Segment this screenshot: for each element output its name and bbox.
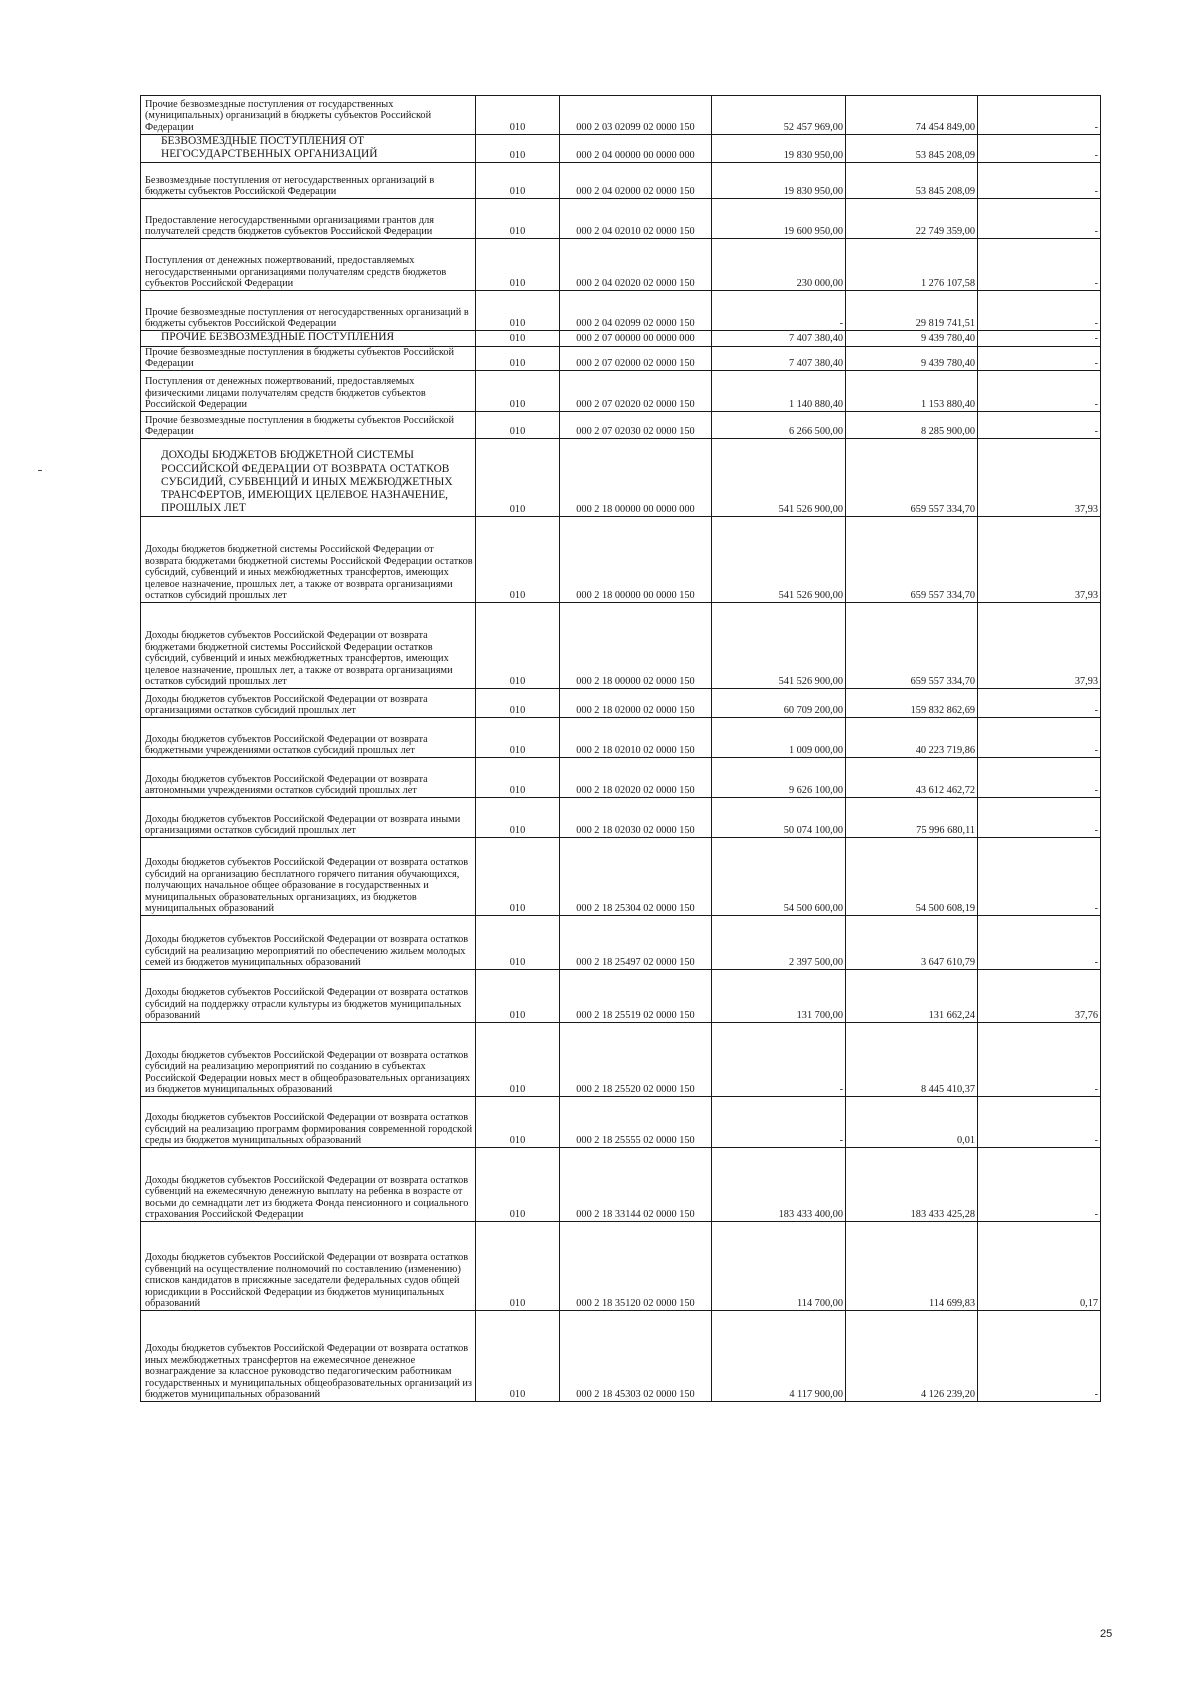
row-percent: - — [978, 346, 1101, 371]
row-name: Поступления от денежных пожертвований, предоставляемых негосударственными организациями получателям средств бюджетов субъектов Российской Федерации — [141, 239, 476, 291]
table-row — [141, 199, 1101, 239]
row-approved-amount: 7 407 380,40 — [712, 346, 846, 371]
row-line-code: 010 — [476, 798, 560, 838]
table-row — [141, 970, 1101, 1023]
row-line-code: 010 — [476, 439, 560, 517]
row-executed-amount: 75 996 680,11 — [846, 798, 978, 838]
row-revenue-code: 000 2 18 02010 02 0000 150 — [560, 718, 712, 758]
table-row — [141, 371, 1101, 412]
row-name: Доходы бюджетов субъектов Российской Федерации от возврата остатков субвенций на осуществление полномочий по составлению (изменению) списков кандидатов в присяжные заседатели федеральных судов общей юрисдикции в Российской Федерации из бюджетов муниципальных образований — [141, 1222, 476, 1311]
row-approved-amount: - — [712, 1023, 846, 1097]
row-percent: - — [978, 331, 1101, 346]
row-approved-amount: - — [712, 291, 846, 331]
row-approved-amount: 19 830 950,00 — [712, 135, 846, 163]
row-revenue-code: 000 2 07 02020 02 0000 150 — [560, 371, 712, 412]
table-row — [141, 1222, 1101, 1311]
table-row — [141, 291, 1101, 331]
table-row — [141, 412, 1101, 439]
row-percent: - — [978, 1148, 1101, 1222]
row-approved-amount: 541 526 900,00 — [712, 603, 846, 689]
row-approved-amount: 114 700,00 — [712, 1222, 846, 1311]
row-executed-amount: 54 500 608,19 — [846, 838, 978, 916]
row-executed-amount: 53 845 208,09 — [846, 163, 978, 199]
table-body — [141, 96, 1101, 1402]
row-name: Доходы бюджетов субъектов Российской Федерации от возврата остатков субсидий на реализацию мероприятий по созданию в субъектах Российской Федерации новых мест в общеобразовательных организациях из бюджетов муниципальных образований — [141, 1023, 476, 1097]
row-percent: - — [978, 798, 1101, 838]
row-line-code: 010 — [476, 371, 560, 412]
row-executed-amount: 114 699,83 — [846, 1222, 978, 1311]
row-percent: - — [978, 1311, 1101, 1402]
row-name: Поступления от денежных пожертвований, предоставляемых физическими лицами получателям средств бюджетов субъектов Российской Федерации — [141, 371, 476, 412]
row-line-code: 010 — [476, 163, 560, 199]
row-percent: - — [978, 96, 1101, 135]
row-executed-amount: 3 647 610,79 — [846, 916, 978, 970]
row-line-code: 010 — [476, 838, 560, 916]
row-approved-amount: 183 433 400,00 — [712, 1148, 846, 1222]
row-line-code: 010 — [476, 689, 560, 718]
row-revenue-code: 000 2 04 02000 02 0000 150 — [560, 163, 712, 199]
row-approved-amount: 50 074 100,00 — [712, 798, 846, 838]
row-percent: - — [978, 689, 1101, 718]
table-row — [141, 517, 1101, 603]
table-row — [141, 346, 1101, 371]
table-row — [141, 135, 1101, 163]
row-line-code: 010 — [476, 239, 560, 291]
row-line-code: 010 — [476, 331, 560, 346]
row-name: Прочие безвозмездные поступления в бюджеты субъектов Российской Федерации — [141, 412, 476, 439]
row-name: Прочие безвозмездные поступления от негосударственных организаций в бюджеты субъектов Российской Федерации — [141, 291, 476, 331]
row-revenue-code: 000 2 18 02030 02 0000 150 — [560, 798, 712, 838]
row-approved-amount: 1 140 880,40 — [712, 371, 846, 412]
table-row — [141, 239, 1101, 291]
row-approved-amount: 54 500 600,00 — [712, 838, 846, 916]
row-line-code: 010 — [476, 1311, 560, 1402]
budget-revenue-table — [140, 95, 1101, 1402]
row-revenue-code: 000 2 18 35120 02 0000 150 — [560, 1222, 712, 1311]
row-approved-amount: 541 526 900,00 — [712, 439, 846, 517]
row-name: Предоставление негосударственными организациями грантов для получателей средств бюджетов субъектов Российской Федерации — [141, 199, 476, 239]
row-executed-amount: 0,01 — [846, 1097, 978, 1148]
row-percent: - — [978, 291, 1101, 331]
row-line-code: 010 — [476, 517, 560, 603]
row-approved-amount: 131 700,00 — [712, 970, 846, 1023]
table-row — [141, 718, 1101, 758]
row-percent: 37,93 — [978, 603, 1101, 689]
row-revenue-code: 000 2 18 25520 02 0000 150 — [560, 1023, 712, 1097]
row-executed-amount: 1 276 107,58 — [846, 239, 978, 291]
row-approved-amount: 19 600 950,00 — [712, 199, 846, 239]
row-percent: - — [978, 199, 1101, 239]
table-row — [141, 689, 1101, 718]
row-revenue-code: 000 2 18 02020 02 0000 150 — [560, 758, 712, 798]
row-approved-amount: 541 526 900,00 — [712, 517, 846, 603]
row-executed-amount: 8 285 900,00 — [846, 412, 978, 439]
row-revenue-code: 000 2 04 02010 02 0000 150 — [560, 199, 712, 239]
row-percent: - — [978, 135, 1101, 163]
row-name: Доходы бюджетов субъектов Российской Федерации от возврата остатков субсидий на реализацию программ формирования современной городской среды из бюджетов муниципальных образований — [141, 1097, 476, 1148]
row-percent: - — [978, 916, 1101, 970]
row-name: Доходы бюджетов субъектов Российской Федерации от возврата остатков субсидий на поддержку отрасли культуры из бюджетов муниципальных образований — [141, 970, 476, 1023]
table-row — [141, 163, 1101, 199]
row-name: ПРОЧИЕ БЕЗВОЗМЕЗДНЫЕ ПОСТУПЛЕНИЯ — [141, 331, 476, 346]
row-line-code: 010 — [476, 1148, 560, 1222]
row-name: Доходы бюджетов субъектов Российской Федерации от возврата бюджетами бюджетной системы Российской Федерации остатков субсидий, субвенций и иных межбюджетных трансфертов, имеющих целевое назначение, прошлых лет, а также от возврата организациями остатков субсидий прошлых лет — [141, 603, 476, 689]
scan-artifact — [38, 470, 42, 471]
row-name: Доходы бюджетов субъектов Российской Федерации от возврата остатков субвенций на ежемесячную денежную выплату на ребенка в возрасте от восьми до семнадцати лет из бюджета Фонда пенсионного и социального страхования Российской Федерации — [141, 1148, 476, 1222]
row-executed-amount: 22 749 359,00 — [846, 199, 978, 239]
row-name: ДОХОДЫ БЮДЖЕТОВ БЮДЖЕТНОЙ СИСТЕМЫ РОССИЙСКОЙ ФЕДЕРАЦИИ ОТ ВОЗВРАТА ОСТАТКОВ СУБСИДИЙ, СУБВЕНЦИЙ И ИНЫХ МЕЖБЮДЖЕТНЫХ ТРАНСФЕРТОВ, ИМЕЮЩИХ ЦЕЛЕВОЕ НАЗНАЧЕНИЕ, ПРОШЛЫХ ЛЕТ — [141, 439, 476, 517]
row-name: Доходы бюджетов субъектов Российской Федерации от возврата автономными учреждениями остатков субсидий прошлых лет — [141, 758, 476, 798]
table-row — [141, 838, 1101, 916]
row-name: Безвозмездные поступления от негосударственных организаций в бюджеты субъектов Российской Федерации — [141, 163, 476, 199]
row-approved-amount: 19 830 950,00 — [712, 163, 846, 199]
row-revenue-code: 000 2 03 02099 02 0000 150 — [560, 96, 712, 135]
row-line-code: 010 — [476, 603, 560, 689]
row-executed-amount: 43 612 462,72 — [846, 758, 978, 798]
row-revenue-code: 000 2 07 00000 00 0000 000 — [560, 331, 712, 346]
row-name: Доходы бюджетов субъектов Российской Федерации от возврата остатков иных межбюджетных трансфертов на ежемесячное денежное вознаграждение за классное руководство педагогическим работникам государственных и муниципальных общеобразовательных организаций из бюджетов муниципальных образований — [141, 1311, 476, 1402]
row-percent: - — [978, 163, 1101, 199]
row-revenue-code: 000 2 18 25304 02 0000 150 — [560, 838, 712, 916]
row-revenue-code: 000 2 18 45303 02 0000 150 — [560, 1311, 712, 1402]
row-approved-amount: 1 009 000,00 — [712, 718, 846, 758]
row-line-code: 010 — [476, 1097, 560, 1148]
row-line-code: 010 — [476, 96, 560, 135]
row-revenue-code: 000 2 07 02030 02 0000 150 — [560, 412, 712, 439]
row-executed-amount: 9 439 780,40 — [846, 331, 978, 346]
row-line-code: 010 — [476, 412, 560, 439]
row-revenue-code: 000 2 18 00000 00 0000 150 — [560, 517, 712, 603]
row-line-code: 010 — [476, 718, 560, 758]
row-percent: - — [978, 412, 1101, 439]
row-executed-amount: 74 454 849,00 — [846, 96, 978, 135]
row-approved-amount: 7 407 380,40 — [712, 331, 846, 346]
row-executed-amount: 8 445 410,37 — [846, 1023, 978, 1097]
row-approved-amount: 9 626 100,00 — [712, 758, 846, 798]
table-row — [141, 1097, 1101, 1148]
table-row — [141, 1311, 1101, 1402]
row-percent: - — [978, 371, 1101, 412]
row-name: Доходы бюджетов субъектов Российской Федерации от возврата организациями остатков субсидий прошлых лет — [141, 689, 476, 718]
row-name: БЕЗВОЗМЕЗДНЫЕ ПОСТУПЛЕНИЯ ОТ НЕГОСУДАРСТВЕННЫХ ОРГАНИЗАЦИЙ — [141, 135, 476, 163]
row-line-code: 010 — [476, 970, 560, 1023]
row-executed-amount: 659 557 334,70 — [846, 603, 978, 689]
row-name: Доходы бюджетов субъектов Российской Федерации от возврата бюджетными учреждениями остатков субсидий прошлых лет — [141, 718, 476, 758]
row-revenue-code: 000 2 04 02099 02 0000 150 — [560, 291, 712, 331]
row-revenue-code: 000 2 18 00000 00 0000 000 — [560, 439, 712, 517]
row-revenue-code: 000 2 07 02000 02 0000 150 — [560, 346, 712, 371]
row-percent: - — [978, 838, 1101, 916]
row-executed-amount: 131 662,24 — [846, 970, 978, 1023]
row-executed-amount: 659 557 334,70 — [846, 439, 978, 517]
row-approved-amount: 6 266 500,00 — [712, 412, 846, 439]
row-name: Прочие безвозмездные поступления в бюджеты субъектов Российской Федерации — [141, 346, 476, 371]
row-revenue-code: 000 2 04 00000 00 0000 000 — [560, 135, 712, 163]
row-revenue-code: 000 2 18 33144 02 0000 150 — [560, 1148, 712, 1222]
row-executed-amount: 53 845 208,09 — [846, 135, 978, 163]
row-percent: - — [978, 758, 1101, 798]
row-revenue-code: 000 2 18 00000 02 0000 150 — [560, 603, 712, 689]
row-executed-amount: 183 433 425,28 — [846, 1148, 978, 1222]
row-revenue-code: 000 2 18 25497 02 0000 150 — [560, 916, 712, 970]
row-line-code: 010 — [476, 135, 560, 163]
row-executed-amount: 9 439 780,40 — [846, 346, 978, 371]
row-approved-amount: - — [712, 1097, 846, 1148]
row-approved-amount: 52 457 969,00 — [712, 96, 846, 135]
row-executed-amount: 159 832 862,69 — [846, 689, 978, 718]
page-number: 25 — [1100, 1628, 1113, 1640]
row-revenue-code: 000 2 18 25555 02 0000 150 — [560, 1097, 712, 1148]
table-row — [141, 603, 1101, 689]
row-name: Доходы бюджетов субъектов Российской Федерации от возврата иными организациями остатков субсидий прошлых лет — [141, 798, 476, 838]
row-executed-amount: 1 153 880,40 — [846, 371, 978, 412]
row-percent: 37,93 — [978, 517, 1101, 603]
table-row — [141, 758, 1101, 798]
row-percent: - — [978, 1097, 1101, 1148]
table-row — [141, 1023, 1101, 1097]
row-revenue-code: 000 2 04 02020 02 0000 150 — [560, 239, 712, 291]
row-name: Доходы бюджетов субъектов Российской Федерации от возврата остатков субсидий на организацию бесплатного горячего питания обучающихся, получающих начальное общее образование в государственных и муниципальных образовательных организациях, из бюджетов муниципальных образований — [141, 838, 476, 916]
row-line-code: 010 — [476, 1023, 560, 1097]
row-approved-amount: 230 000,00 — [712, 239, 846, 291]
row-percent: - — [978, 239, 1101, 291]
row-name: Прочие безвозмездные поступления от государственных (муниципальных) организаций в бюджеты субъектов Российской Федерации — [141, 96, 476, 135]
row-percent: 37,93 — [978, 439, 1101, 517]
row-line-code: 010 — [476, 199, 560, 239]
row-line-code: 010 — [476, 346, 560, 371]
row-percent: - — [978, 1023, 1101, 1097]
row-name: Доходы бюджетов бюджетной системы Российской Федерации от возврата бюджетами бюджетной системы Российской Федерации остатков субсидий, субвенций и иных межбюджетных трансфертов, имеющих целевое назначение, прошлых лет, а также от возврата организациями остатков субсидий прошлых лет — [141, 517, 476, 603]
table-row — [141, 1148, 1101, 1222]
row-percent: - — [978, 718, 1101, 758]
row-line-code: 010 — [476, 916, 560, 970]
row-revenue-code: 000 2 18 25519 02 0000 150 — [560, 970, 712, 1023]
row-executed-amount: 4 126 239,20 — [846, 1311, 978, 1402]
row-executed-amount: 40 223 719,86 — [846, 718, 978, 758]
table-row — [141, 916, 1101, 970]
table-row — [141, 331, 1101, 346]
row-approved-amount: 60 709 200,00 — [712, 689, 846, 718]
row-percent: 37,76 — [978, 970, 1101, 1023]
row-executed-amount: 659 557 334,70 — [846, 517, 978, 603]
table-row — [141, 96, 1101, 135]
row-line-code: 010 — [476, 758, 560, 798]
row-percent: 0,17 — [978, 1222, 1101, 1311]
row-line-code: 010 — [476, 291, 560, 331]
row-line-code: 010 — [476, 1222, 560, 1311]
table-row — [141, 439, 1101, 517]
row-approved-amount: 4 117 900,00 — [712, 1311, 846, 1402]
row-executed-amount: 29 819 741,51 — [846, 291, 978, 331]
row-revenue-code: 000 2 18 02000 02 0000 150 — [560, 689, 712, 718]
row-name: Доходы бюджетов субъектов Российской Федерации от возврата остатков субсидий на реализацию мероприятий по обеспечению жильем молодых семей из бюджетов муниципальных образований — [141, 916, 476, 970]
table-row — [141, 798, 1101, 838]
row-approved-amount: 2 397 500,00 — [712, 916, 846, 970]
